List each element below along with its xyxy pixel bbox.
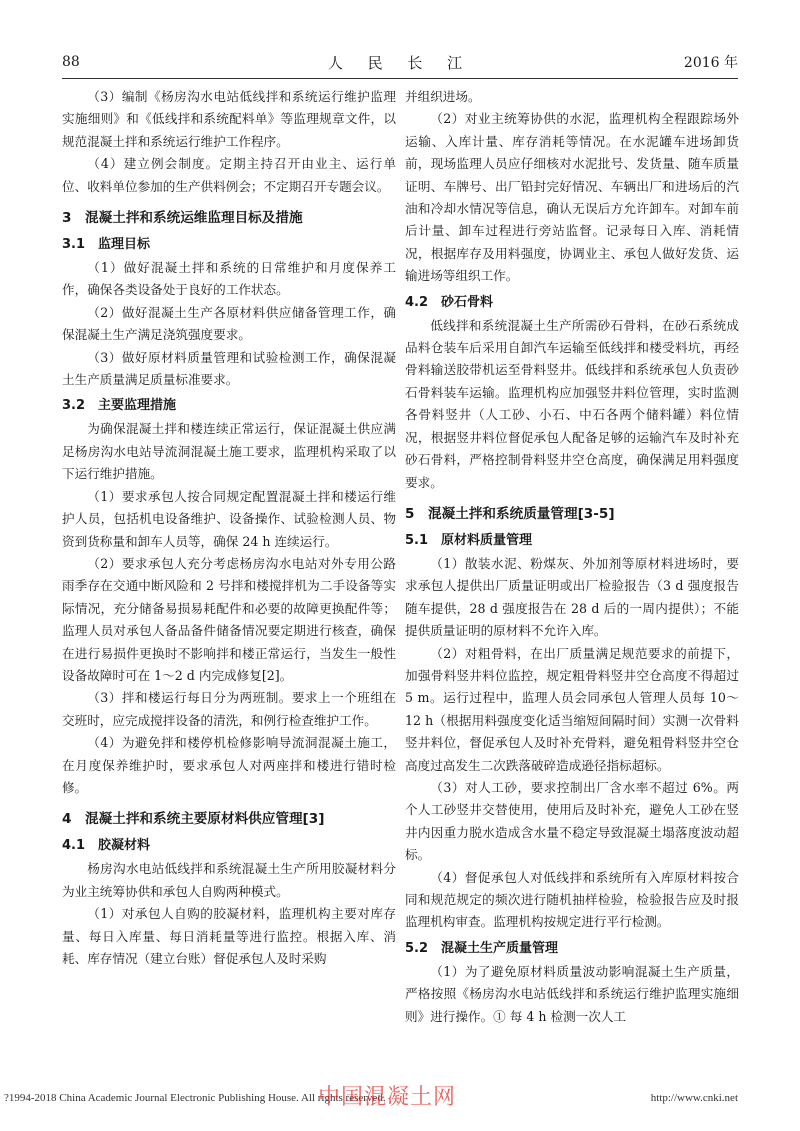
subsection-heading: 5.1 原材料质量管理 bbox=[405, 532, 533, 548]
paragraph: 并组织进场。 bbox=[405, 89, 481, 104]
subsection-heading: 3.1 监理目标 bbox=[62, 237, 151, 253]
copyright-notice: ?1994-2018 China Academic Journal Electronic Publishing House. All rights reserved. bbox=[4, 1092, 386, 1104]
site-watermark: 中国混凝土网 bbox=[318, 1085, 457, 1110]
left-column bbox=[62, 86, 396, 1076]
paragraph: （2）对粗骨料，在出厂质量满足规范要求的前提下，加强骨料竖井料位监控，规定粗骨料竖井空仓高度不得超过 5 m。运行过程中，监理人员会同承包人管理人员每 10～12 h（根据用料强度变化适当缩短间隔时间）实测一次骨料竖井料位，督促承包人及时补充骨料，避免粗骨料竖井空仓高度过高发生二次跌落破碎造成逊径指标超标。 bbox=[405, 645, 739, 773]
paragraph: （4）督促承包人对低线拌和系统所有入库原材料按合同和规范规定的频次进行随机抽样检验，检验报告应及时报监理机构审查。监理机构按规定进行平行检测。 bbox=[405, 869, 739, 930]
paragraph: （1）做好混凝土拌和系统的日常维护和月度保养工作，确保各类设备处于良好的工作状态。 bbox=[62, 260, 396, 298]
paragraph: （3）对人工砂，要求控制出厂含水率不超过 6%。两个人工砂竖井交替使用，使用后及时补充，避免人工砂在竖井内因重力脱水造成含水量不稳定导致混凝土塌落度波动超标。 bbox=[405, 779, 739, 863]
subsection-heading: 3.2 主要监理措施 bbox=[62, 398, 177, 414]
paragraph: （3）编制《杨房沟水电站低线拌和系统运行维护监理实施细则》和《低线拌和系统配料单》等监理规章文件，以规范混凝土拌和系统运行维护工作程序。 bbox=[62, 89, 396, 149]
subsection-heading: 5.2 混凝土生产质量管理 bbox=[405, 940, 559, 956]
header-rule bbox=[62, 78, 738, 79]
page-header bbox=[62, 48, 738, 78]
paragraph: （1）为了避免原材料质量波动影响混凝土生产质量，严格按照《杨房沟水电站低线拌和系统运行维护监理实施细则》进行操作。① 每 4 h 检测一次人工 bbox=[405, 963, 739, 1024]
subsection-heading: 4.1 胶凝材料 bbox=[62, 838, 151, 854]
section-heading: 4 混凝土拌和系统主要原材料供应管理[3] bbox=[62, 811, 325, 828]
issue-year: 2016 年 bbox=[683, 55, 738, 71]
journal-title: 人 民 长 江 bbox=[327, 54, 473, 72]
paragraph: （1）散装水泥、粉煤灰、外加剂等原材料进场时，要求承包人提供出厂质量证明或出厂检验报告（3 d 强度报告随车提供，28 d 强度报告在 28 d 后的一周内提供）；不能提供质量证明的原材料不允许入库。 bbox=[405, 555, 739, 639]
paragraph: （2）对业主统筹协供的水泥，监理机构全程跟踪场外运输、入库计量、库存消耗等情况。在水泥罐车进场卸货前，现场监理人员应仔细核对水泥批号、发货量、随车质量证明、车牌号、出厂铅封完好情况、车辆出厂和进场后的汽油和冷却水情况等信息，确认无误后方允许卸车。对卸车前后计量、卸车过程进行旁站监督。记录每日入库、消耗情况，根据库存及用料强度，协调业主、承包人做好发货、运输进场等组织工作。 bbox=[405, 111, 739, 284]
section-heading: 5 混凝土拌和系统质量管理[3-5] bbox=[405, 505, 615, 522]
paragraph: （1）要求承包人按合同规定配置混凝土拌和楼运行维护人员，包括机电设备维护、设备操作、试验检测人员、物资到货称量和卸车人员等，确保 24 h 连续运行。 bbox=[62, 488, 396, 549]
paragraph: （2）做好混凝土生产各原材料供应储备管理工作，确保混凝土生产满足浇筑强度要求。 bbox=[62, 304, 396, 343]
section-heading: 3 混凝土拌和系统运维监理目标及措施 bbox=[62, 210, 303, 227]
page-number: 88 bbox=[62, 54, 80, 70]
paragraph: （3）做好原材料质量管理和试验检测工作，确保混凝土生产质量满足质量标准要求。 bbox=[62, 349, 396, 388]
paragraph: （1）对承包人自购的胶凝材料，监理机构主要对库存量、每日入库量、每日消耗量等进行监控。根据入库、消耗、库存情况（建立台账）督促承包人及时采购 bbox=[62, 906, 396, 966]
paragraph: 杨房沟水电站低线拌和系统混凝土生产所用胶凝材料分为业主统筹协供和承包人自购两种模式。 bbox=[62, 861, 396, 899]
paragraph: （2）要求承包人充分考虑杨房沟水电站对外专用公路雨季存在交通中断风险和 2 号拌和楼搅拌机为二手设备等实际情况，充分储备易损易耗配件和必要的故障更换配件等；监理人员对承包人备品备件储备情况要定期进行核查，确保在进行易损件更换时不影响拌和楼正常运行，当发生一般性设备故障时可在 1～2 d 内完成修复[2]。 bbox=[62, 555, 396, 683]
paragraph: （4）为避免拌和楼停机检修影响导流洞混凝土施工，在月度保养维护时，要求承包人对两座拌和楼进行错时检修。 bbox=[62, 735, 396, 795]
subsection-heading: 4.2 砂石骨料 bbox=[405, 294, 494, 310]
right-column bbox=[405, 86, 739, 1076]
paragraph: （4）建立例会制度。定期主持召开由业主、运行单位、收料单位参加的生产供料例会；不定期召开专题会议。 bbox=[62, 156, 396, 194]
cnki-url[interactable]: http://www.cnki.net bbox=[650, 1092, 738, 1104]
paragraph: （3）拌和楼运行每日分为两班制。要求上一个班组在交班时，应完成搅拌设备的清洗，和例行检查维护工作。 bbox=[62, 690, 396, 728]
paragraph: 为确保混凝土拌和楼连续正常运行，保证混凝土供应满足杨房沟水电站导流洞混凝土施工要求，监理机构采取了以下运行维护措施。 bbox=[62, 421, 396, 482]
paragraph: 低线拌和系统混凝土生产所需砂石骨料，在砂石系统成品料仓装车后采用自卸汽车运输至低线拌和楼受料坑，再经骨料输送胶带机运至骨料竖井。低线拌和系统承包人负责砂石骨料装车运输。监理机构应加强竖井料位管理，实时监测各骨料竖井（人工砂、小石、中石各两个储料罐）料位情况，根据竖井料位督促承包人配备足够的运输汽车及时补充砂石骨料，严格控制骨料竖井空仓高度，确保满足用料强度要求。 bbox=[405, 317, 739, 490]
